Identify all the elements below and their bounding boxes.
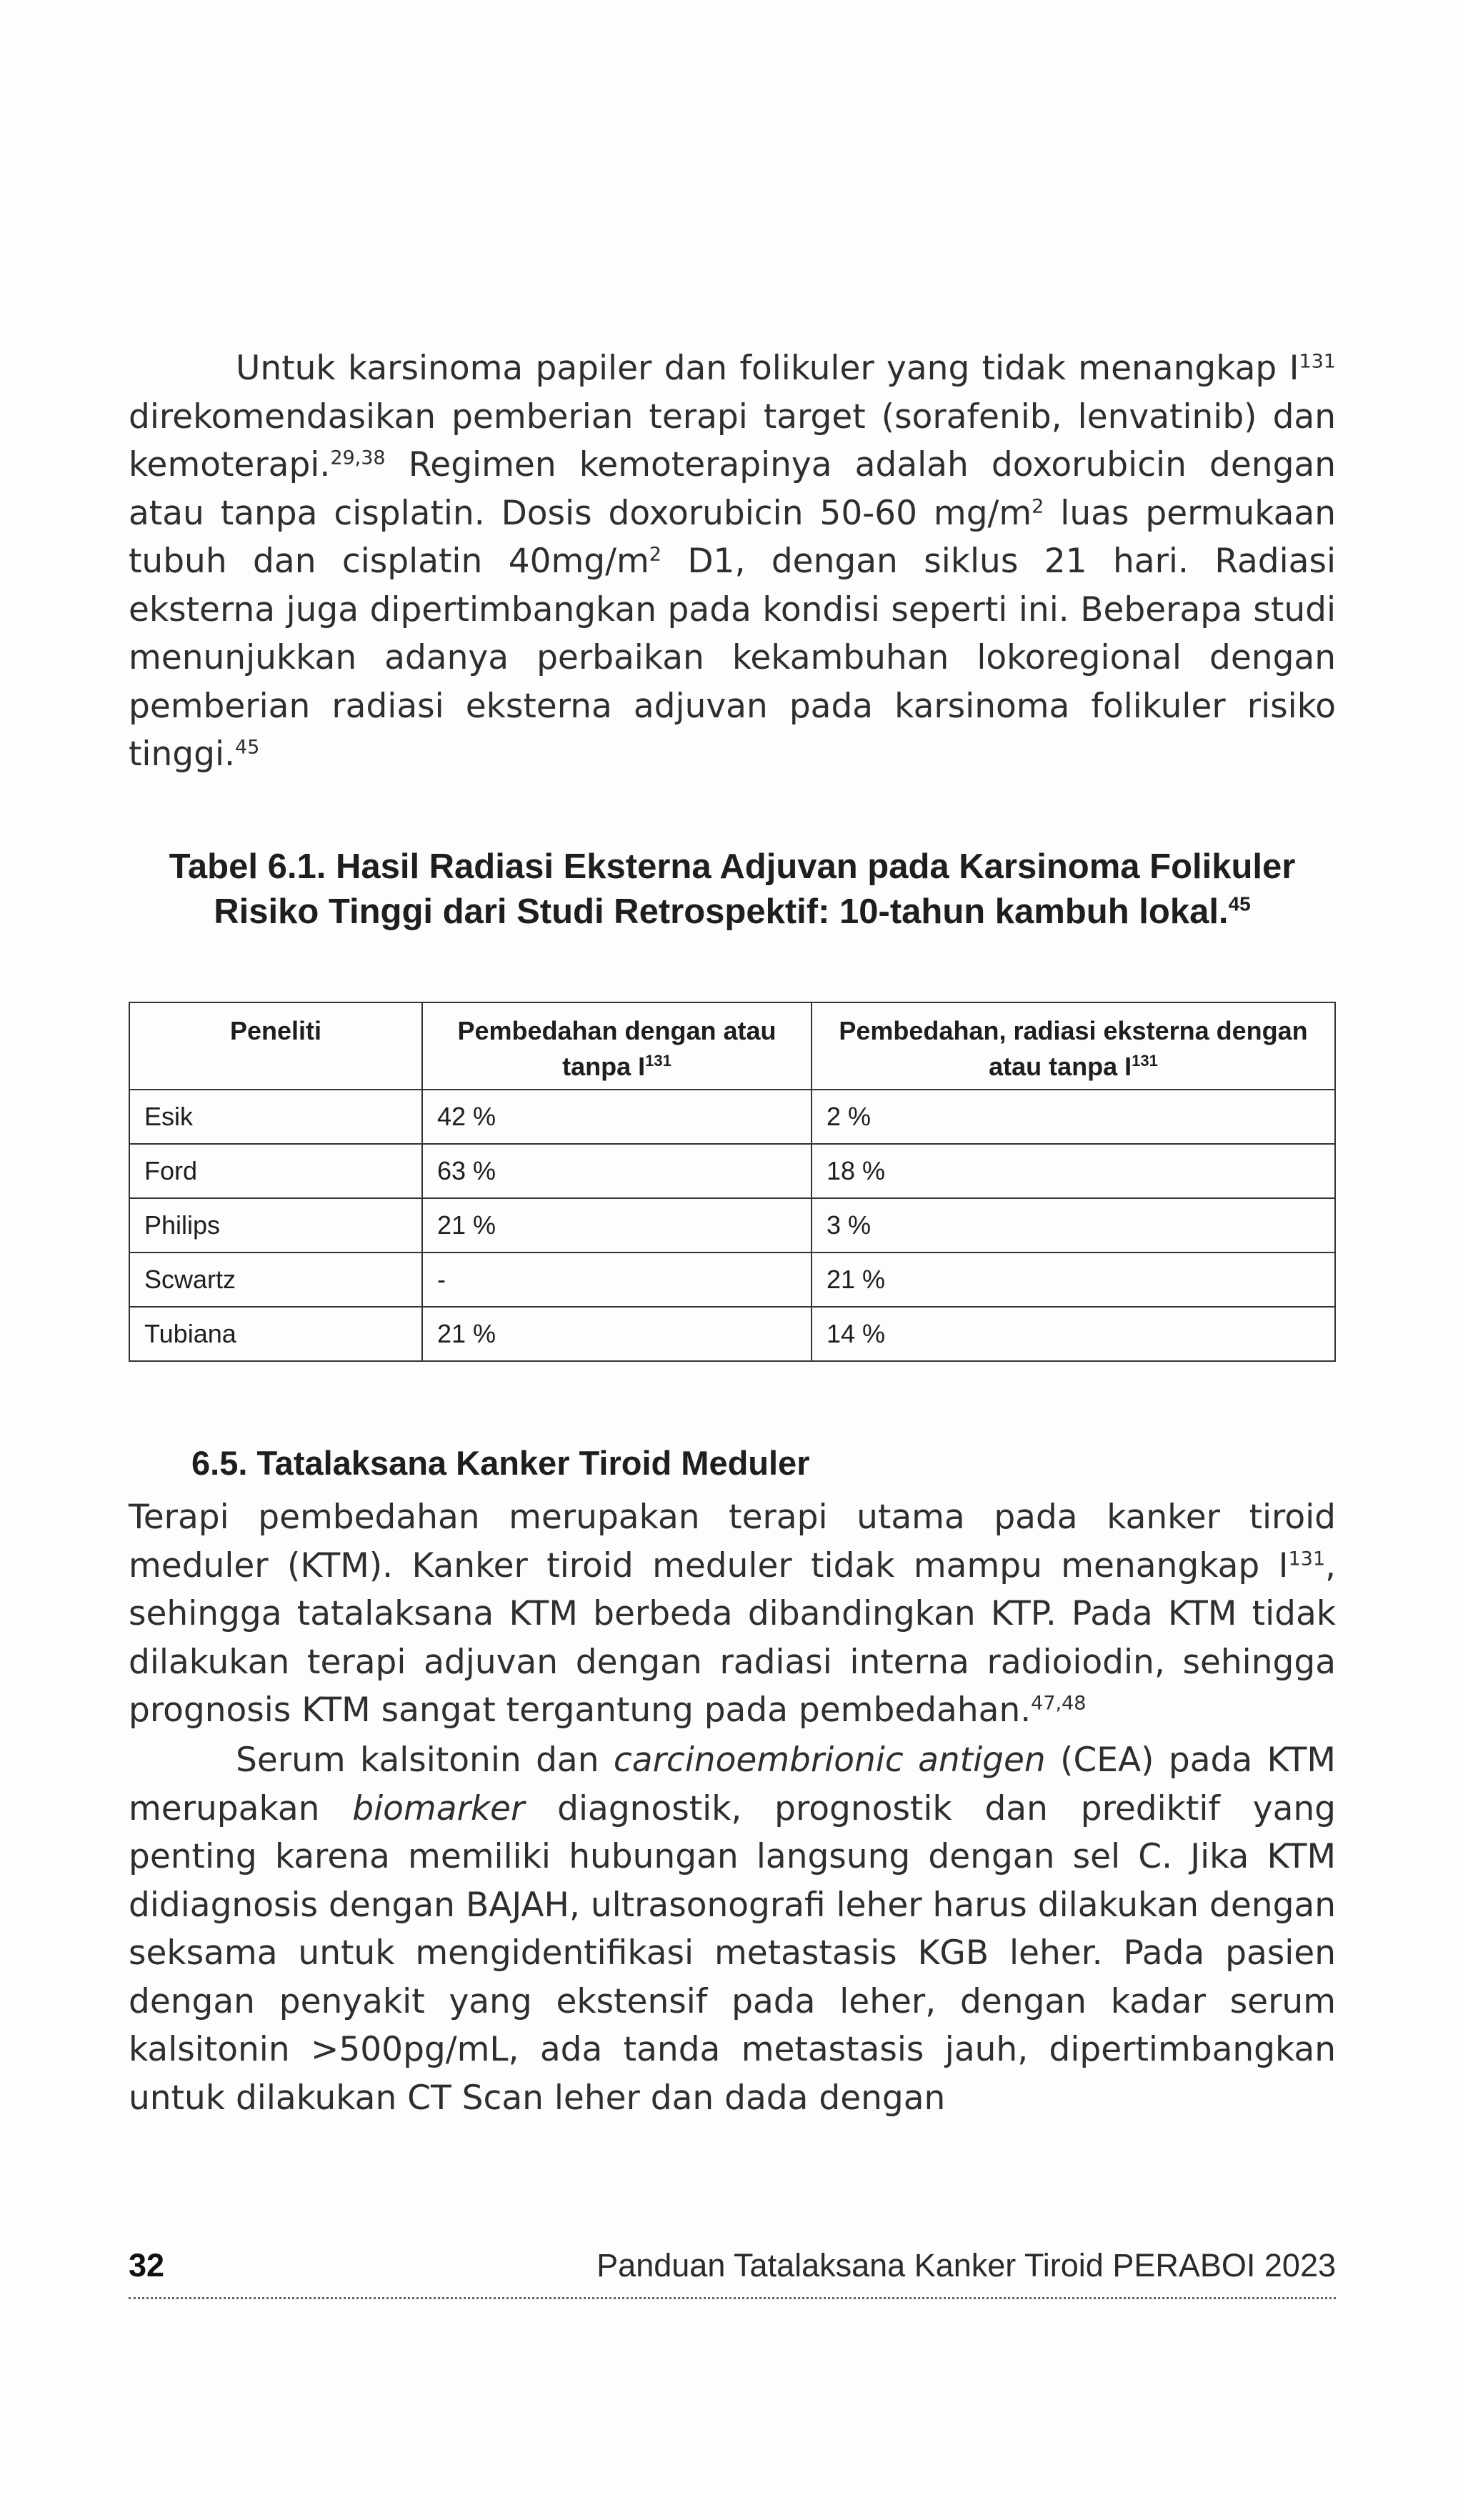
header-surgery-radiation bbox=[812, 1002, 1335, 1090]
superscript: 131 bbox=[1288, 1547, 1326, 1570]
text-span: (CEA) pada KTM merupakan bbox=[129, 1740, 1336, 1828]
table-row bbox=[129, 1090, 1335, 1144]
table-cell: 3 % bbox=[812, 1198, 1335, 1252]
paragraph-systemic-therapy bbox=[129, 344, 1336, 779]
table-cell: 18 % bbox=[812, 1144, 1335, 1198]
text-span: Serum kalsitonin dan bbox=[236, 1740, 614, 1780]
table-cell: Philips bbox=[129, 1198, 422, 1252]
text-span: Regimen kemoterapinya adalah doxorubicin dengan atau tanpa cisplatin. Dosis doxorubicin 50-60 mg/m bbox=[129, 445, 1336, 533]
paragraph-biomarkers bbox=[129, 1736, 1336, 2122]
header-label: Peneliti bbox=[229, 1016, 322, 1045]
table-cell: 14 % bbox=[812, 1307, 1335, 1361]
table-row bbox=[129, 1252, 1335, 1307]
header-peneliti bbox=[129, 1002, 422, 1090]
results-table bbox=[129, 1002, 1336, 1362]
table-cell: Esik bbox=[129, 1090, 422, 1144]
header-surgery bbox=[422, 1002, 812, 1090]
table-cell: 21 % bbox=[812, 1252, 1335, 1307]
table-cell: 21 % bbox=[422, 1307, 812, 1361]
superscript: 131 bbox=[645, 1052, 671, 1070]
paragraph-ktm-surgery bbox=[129, 1493, 1336, 1735]
header-label: Pembedahan dengan atau tanpa I bbox=[457, 1016, 777, 1081]
table-row bbox=[129, 1307, 1335, 1361]
text-span: diagnostik, prognostik dan prediktif yang penting karena memiliki hubungan langsung dengan sel C. Jika KTM didiagnosis dengan BAJAH, ultrasonografi leher harus dilakukan dengan seksama untuk mengidentifikasi metastasis KGB leher. Pada pasien dengan penyakit yang ekstensif pada leher, dengan kadar serum kalsitonin >500pg/mL, ada tanda metastasis jauh, dipertimbangkan untuk dilakukan CT Scan leher dan dada dengan bbox=[129, 1788, 1336, 2118]
text-span: Terapi pembedahan merupakan terapi utama pada kanker tiroid meduler (KTM). Kanker tiroid meduler tidak mampu menangkap I bbox=[129, 1498, 1336, 1585]
citation-superscript: 45 bbox=[234, 736, 260, 759]
table-cell: Ford bbox=[129, 1144, 422, 1198]
superscript: 131 bbox=[1132, 1052, 1158, 1070]
italic-term: biomarker bbox=[352, 1788, 525, 1828]
text-span: luas permukaan tubuh dan cisplatin 40mg/m bbox=[129, 493, 1336, 581]
section-heading: 6.5. Tatalaksana Kanker Tiroid Meduler bbox=[191, 1444, 810, 1482]
table-title-text: Tabel 6.1. Hasil Radiasi Eksterna Adjuvan pada Karsinoma Folikuler Risiko Tinggi dari Studi Retrospektif: 10-tahun kambuh lokal. bbox=[169, 847, 1296, 931]
superscript: 2 bbox=[1032, 494, 1044, 517]
page-number: 32 bbox=[129, 2247, 165, 2284]
table-cell: Scwartz bbox=[129, 1252, 422, 1307]
superscript: 131 bbox=[1299, 350, 1336, 373]
table-cell: 2 % bbox=[812, 1090, 1335, 1144]
table-header-row bbox=[129, 1002, 1335, 1090]
table-row bbox=[129, 1144, 1335, 1198]
table-cell: 42 % bbox=[422, 1090, 812, 1144]
table-cell: 21 % bbox=[422, 1198, 812, 1252]
page-footer bbox=[129, 2247, 1336, 2299]
table-cell: 63 % bbox=[422, 1144, 812, 1198]
table-cell: - bbox=[422, 1252, 812, 1307]
citation-superscript: 29,38 bbox=[330, 447, 386, 469]
header-label: Pembedahan, radiasi eksterna dengan atau tanpa I bbox=[839, 1016, 1308, 1081]
table-title bbox=[129, 845, 1336, 935]
citation-superscript: 47,48 bbox=[1031, 1692, 1087, 1715]
italic-term: carcinoembrionic antigen bbox=[613, 1740, 1046, 1780]
text-span: Untuk karsinoma papiler dan folikuler yang tidak menangkap I bbox=[236, 349, 1299, 388]
table-row bbox=[129, 1198, 1335, 1252]
text-span: , sehingga tatalaksana KTM berbeda dibandingkan KTP. Pada KTM tidak dilakukan terapi adjuvan dengan radiasi interna radioiodin, sehingga prognosis KTM sangat tergantung pada pembedahan. bbox=[129, 1545, 1336, 1730]
superscript: 2 bbox=[649, 543, 661, 566]
text-span: direkomendasikan pemberian terapi target (sorafenib, lenvatinib) dan kemoterapi. bbox=[129, 397, 1336, 484]
table-cell: Tubiana bbox=[129, 1307, 422, 1361]
book-title: Panduan Tatalaksana Kanker Tiroid PERABOI 2023 bbox=[596, 2247, 1336, 2284]
text-span: D1, dengan siklus 21 hari. Radiasi eksterna juga dipertimbangkan pada kondisi seperti ini. Beberapa studi menunjukkan adanya perbaikan kekambuhan lokoregional dengan pemberian radiasi eksterna adjuvan pada karsinoma folikuler risiko tinggi. bbox=[129, 542, 1336, 774]
citation-superscript: 45 bbox=[1228, 892, 1251, 915]
